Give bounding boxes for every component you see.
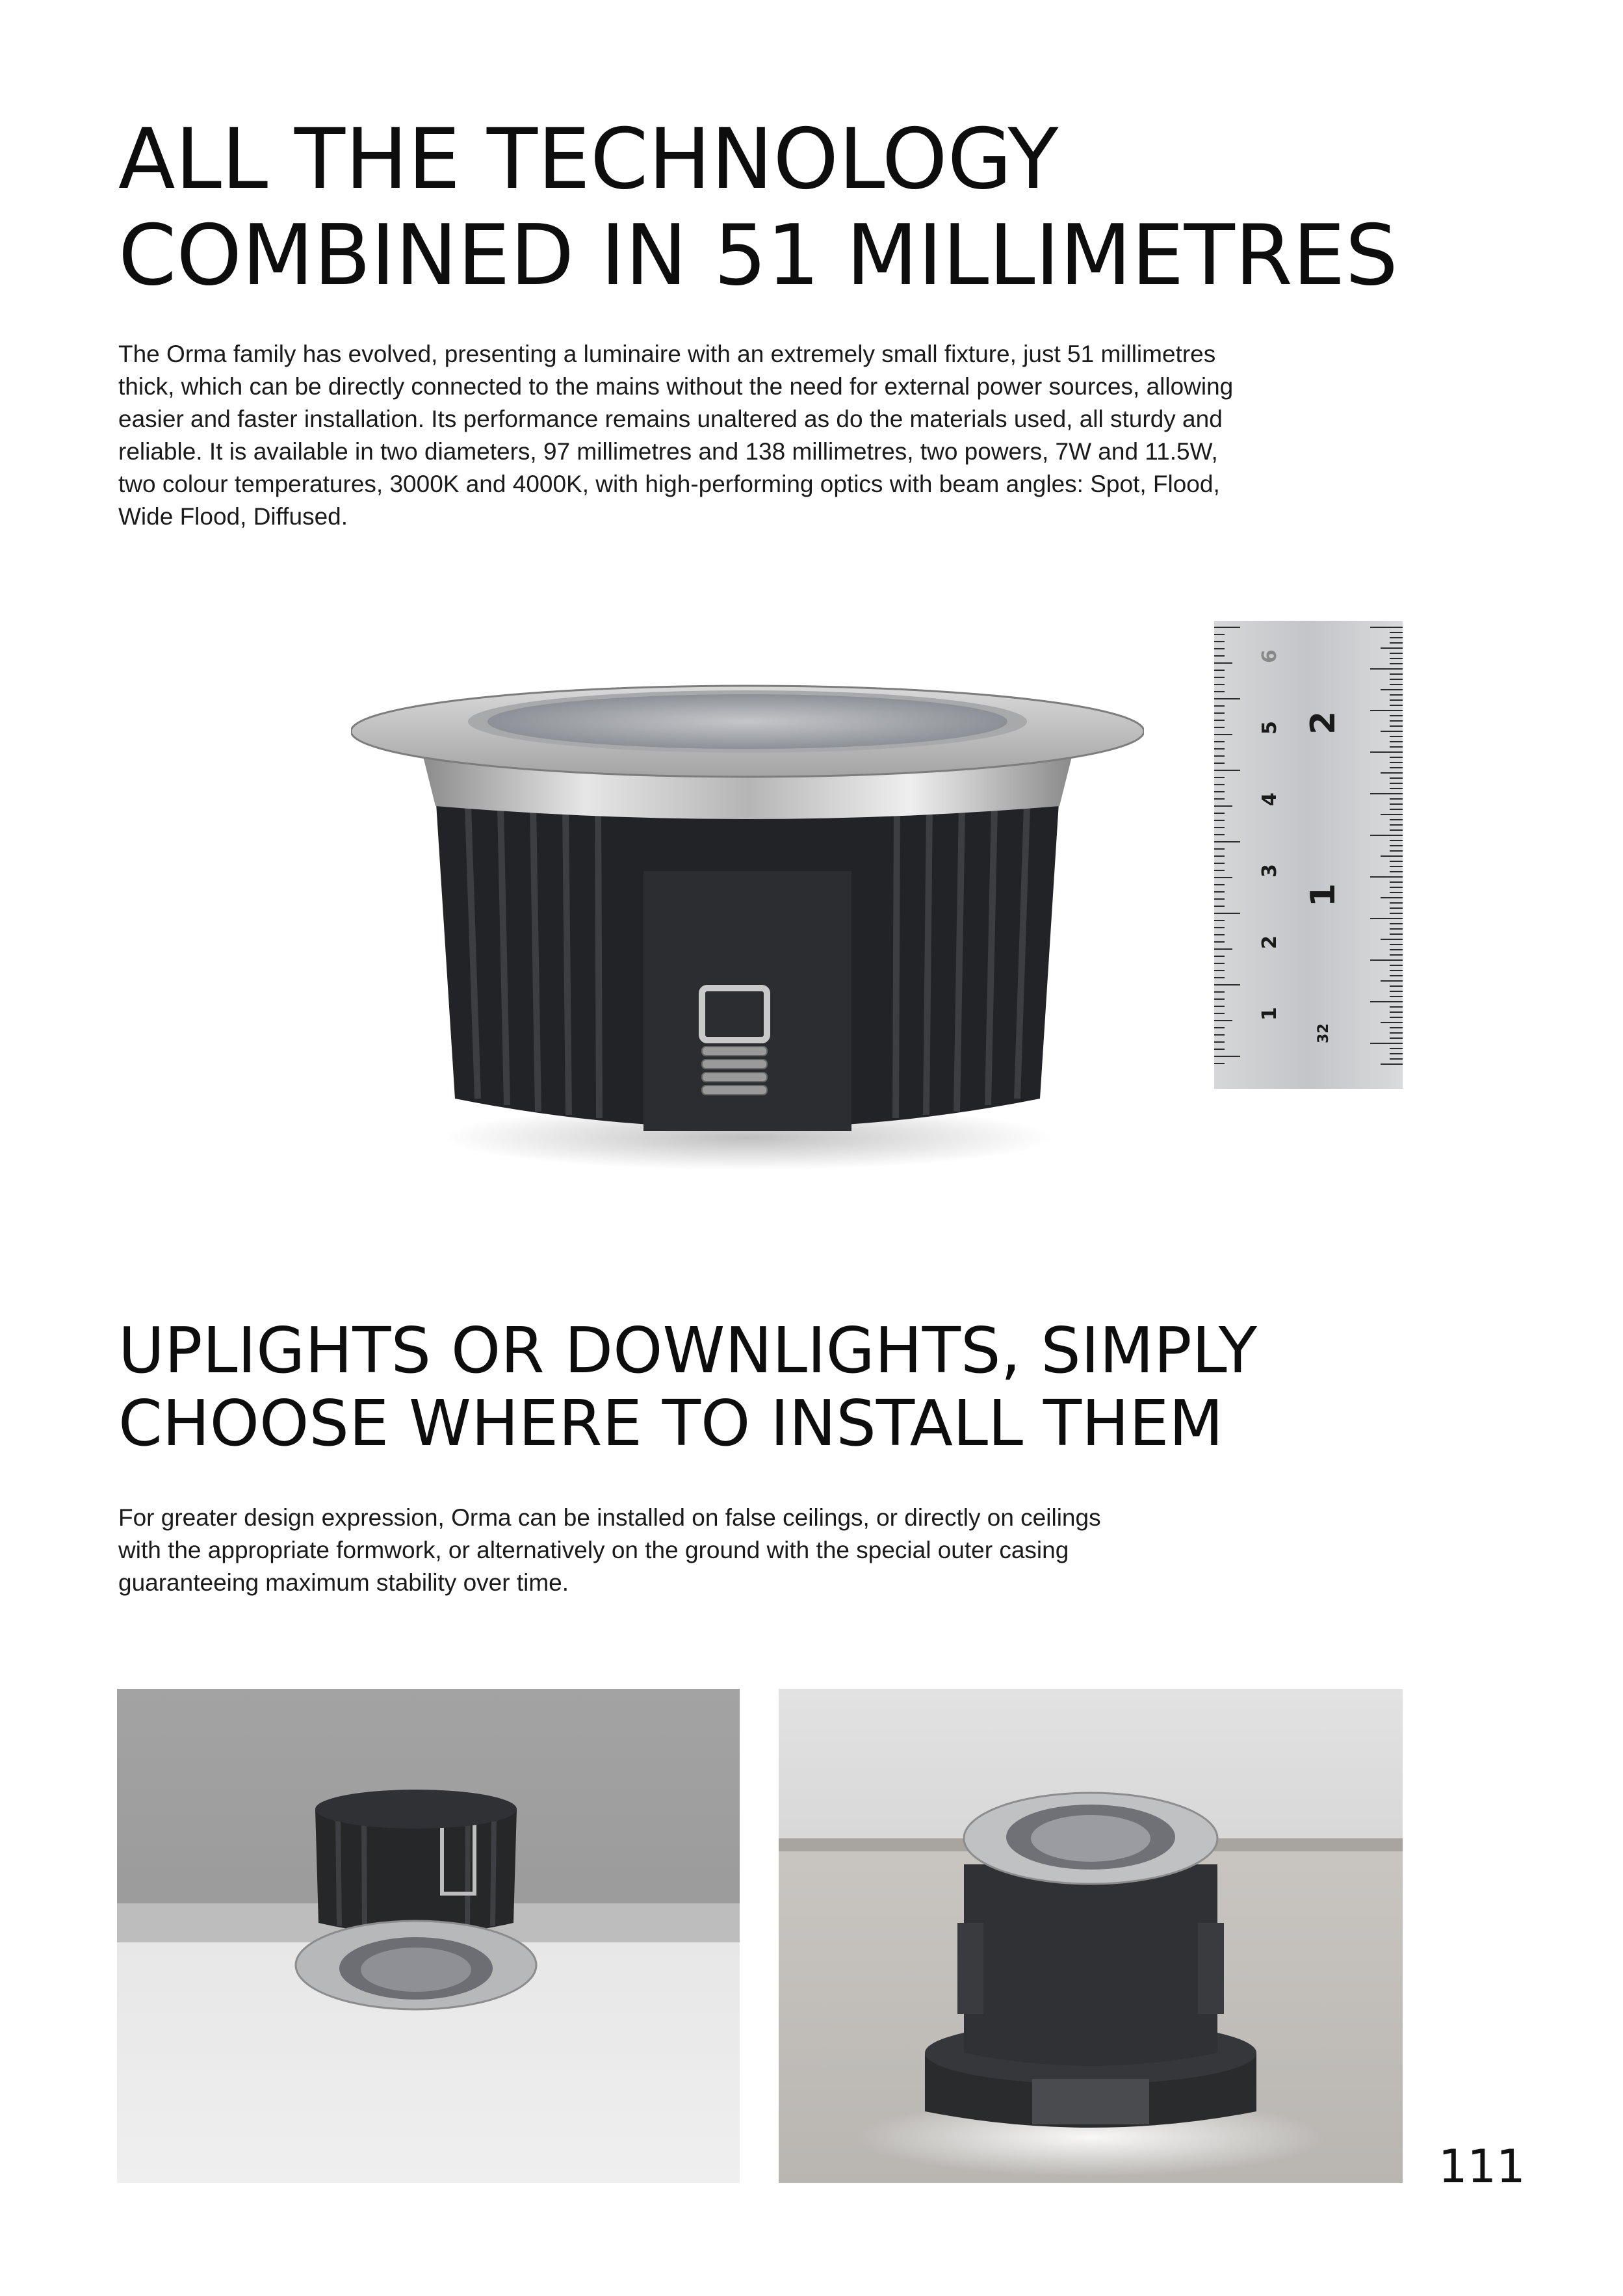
heading-line: CHOOSE WHERE TO INSTALL THEM xyxy=(118,1387,1224,1460)
ruler-inch-label: 2 xyxy=(1304,711,1343,735)
body-line: The Orma family has evolved, presenting a luminaire with an extremely small fixture, just 51 millimetres xyxy=(118,341,1216,367)
body-line: guaranteeing maximum stability over time. xyxy=(118,1569,569,1596)
luminaire-illustration xyxy=(351,683,1144,1177)
body-line: reliable. It is available in two diameters, 97 millimetres and 138 millimetres, two powers, 7W and 11.5W, xyxy=(118,438,1218,465)
ruler-photo xyxy=(1214,621,1487,1089)
heading-line: ALL THE TECHNOLOGY xyxy=(118,111,1059,208)
body-line: For greater design expression, Orma can be installed on false ceilings, or directly on ceilings xyxy=(118,1504,1101,1531)
body-line: Wide Flood, Diffused. xyxy=(118,503,348,530)
section-heading-installation xyxy=(118,1314,1257,1460)
body-line: easier and faster installation. Its performance remains unaltered as do the materials used, all sturdy and xyxy=(118,406,1223,432)
body-line: two colour temperatures, 3000K and 4000K, with high-performing optics with beam angles: Spot, Flood, xyxy=(118,471,1220,497)
ruler-cm-label: 3 xyxy=(1258,864,1281,878)
ceiling-installation-illustration xyxy=(117,1689,740,2183)
luminaire-photo xyxy=(351,683,1144,1177)
section-body-technology xyxy=(118,338,1233,533)
ruler-cm-label: 5 xyxy=(1258,721,1281,735)
ruler-cm-label: 1 xyxy=(1258,1007,1281,1021)
section-heading-technology xyxy=(118,112,1398,304)
ruler-inch-label: 1 xyxy=(1304,883,1343,907)
ruler-cm-label: 6 xyxy=(1258,649,1281,663)
ground-installation-photo xyxy=(779,1689,1403,2183)
ruler-illustration xyxy=(1214,621,1487,1089)
body-line: thick, which can be directly connected to the mains without the need for external power sources, allowing xyxy=(118,373,1234,400)
ruler-cm-label: 4 xyxy=(1258,792,1281,806)
body-line: with the appropriate formwork, or alternatively on the ground with the special outer casing xyxy=(118,1537,1069,1563)
ruler-cm-label: 2 xyxy=(1258,935,1281,949)
ground-installation-illustration xyxy=(779,1689,1403,2183)
section-body-installation xyxy=(118,1502,1101,1599)
page-number: 111 xyxy=(1438,2140,1526,2193)
heading-line: UPLIGHTS OR DOWNLIGHTS, SIMPLY xyxy=(118,1314,1258,1387)
ruler-small-label: 32 xyxy=(1316,1023,1332,1043)
heading-line: COMBINED IN 51 MILLIMETRES xyxy=(118,207,1398,304)
ceiling-installation-photo xyxy=(117,1689,740,2183)
